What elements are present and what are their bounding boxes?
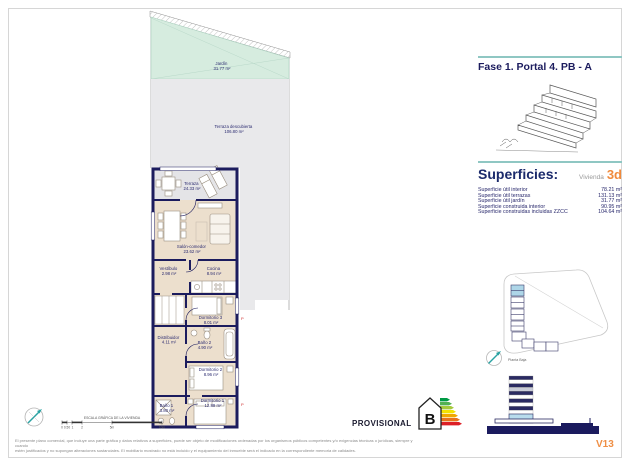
- vivienda-code: 3d: [606, 167, 622, 182]
- row-label: Superficie construida interior: [478, 203, 546, 210]
- provisional-stamp: PROVISIONAL: [352, 419, 412, 428]
- row-value: 78.21 m²: [601, 187, 622, 193]
- building-footprint: [511, 285, 558, 351]
- energy-rating-icon: [416, 395, 466, 433]
- version-label: V13: [596, 439, 614, 450]
- vivienda-label: Vivienda: [579, 174, 604, 181]
- marker-p-1: P: [241, 316, 244, 321]
- disclaimer: [15, 438, 423, 453]
- section-markers: [241, 316, 244, 407]
- room-label-dormitorio1: Dormitorio 1 12.89 m²: [200, 398, 225, 408]
- kitchen-fixtures: [191, 281, 236, 293]
- site-plan-caption: Planta Baja: [508, 358, 527, 362]
- scale-title: ESCALA GRÁFICA DE LA VIVIENDA: [83, 416, 141, 420]
- superficies-heading: Superficies:: [478, 166, 559, 182]
- room-label-jardin: Jardín 31.77 m²: [213, 61, 231, 72]
- building-elevation: [487, 374, 599, 436]
- scale-tick-1: 0.50: [63, 425, 71, 430]
- page-title: Fase 1. Portal 4. PB - A: [478, 61, 592, 73]
- title-rule: [478, 56, 622, 58]
- room-label-salon: Salón-comedor 23.62 m²: [176, 244, 206, 254]
- scale-tick-3: 2: [81, 425, 83, 430]
- row-value: 31.77 m²: [601, 198, 622, 205]
- ground-bar: [487, 423, 599, 434]
- room-label-terraza-descubierta: Terraza descubierta 106.80 m²: [214, 124, 253, 135]
- row-label: Superficie útil terrazas: [478, 192, 531, 199]
- closet: [155, 296, 184, 324]
- scale-tick-0: 0: [61, 425, 63, 430]
- room-label-distribuidor: Distribuidor 4.11 m²: [157, 335, 180, 345]
- energy-arrows: [440, 398, 462, 425]
- graphic-scale: [61, 416, 165, 430]
- superficies-rule: [478, 161, 622, 163]
- row-label: Superficie útil interior: [478, 187, 528, 193]
- disclaimer-line-1: El presente plano comercial, que incluye una parte gráfica y datos relativos a superficies, puede ser objeto de modificaciones ordenadas por los organismos públicos competentes y/o exigencias técnicas o jurídicas, siempre y cuando: [15, 438, 413, 448]
- superficies-header: [478, 166, 622, 182]
- room-label-vestibulo: Vestíbulo 2.98 m²: [159, 266, 178, 276]
- row-value: 104.64 m²: [598, 209, 622, 216]
- site-compass-icon: [487, 351, 502, 366]
- room-label-bano2: Baño 2 4.90 m²: [197, 340, 213, 350]
- marker-p-2: P: [241, 402, 244, 407]
- row-value: 131.13 m²: [598, 192, 622, 199]
- superficies-table: [478, 188, 622, 216]
- room-label-dormitorio2: Dormitorio 2 8.96 m²: [198, 367, 223, 377]
- scale-tick-2: 1: [71, 425, 74, 430]
- energy-rating-letter: B: [424, 411, 436, 428]
- scale-tick-4: 5m: [109, 425, 115, 430]
- building-sketch: [482, 80, 612, 158]
- room-label-bano1: Baño 1 3.80 m²: [159, 403, 175, 413]
- table-row: [478, 210, 622, 216]
- row-label: Superficie útil jardín: [478, 198, 525, 205]
- site-plan: [482, 264, 618, 372]
- row-value: 90.95 m²: [601, 203, 622, 210]
- room-label-cocina: Cocina 8.94 m²: [206, 266, 222, 276]
- scale-tick-5: 10m: [158, 425, 166, 430]
- room-label-dormitorio3: Dormitorio 3 8.01 m²: [198, 315, 223, 325]
- north-compass-icon: [25, 408, 43, 426]
- row-label: Superficie construidas incluidas ZZCC: [478, 209, 568, 216]
- disclaimer-line-2: estén justificados y no supongan alteraciones sustanciales. El mobiliario mostrado no está incluido y el equipamiento del inmueble será el indicado en la correspondiente memoria de calidades.: [15, 448, 356, 453]
- room-label-terraza: Terraza 24.33 m²: [183, 181, 201, 191]
